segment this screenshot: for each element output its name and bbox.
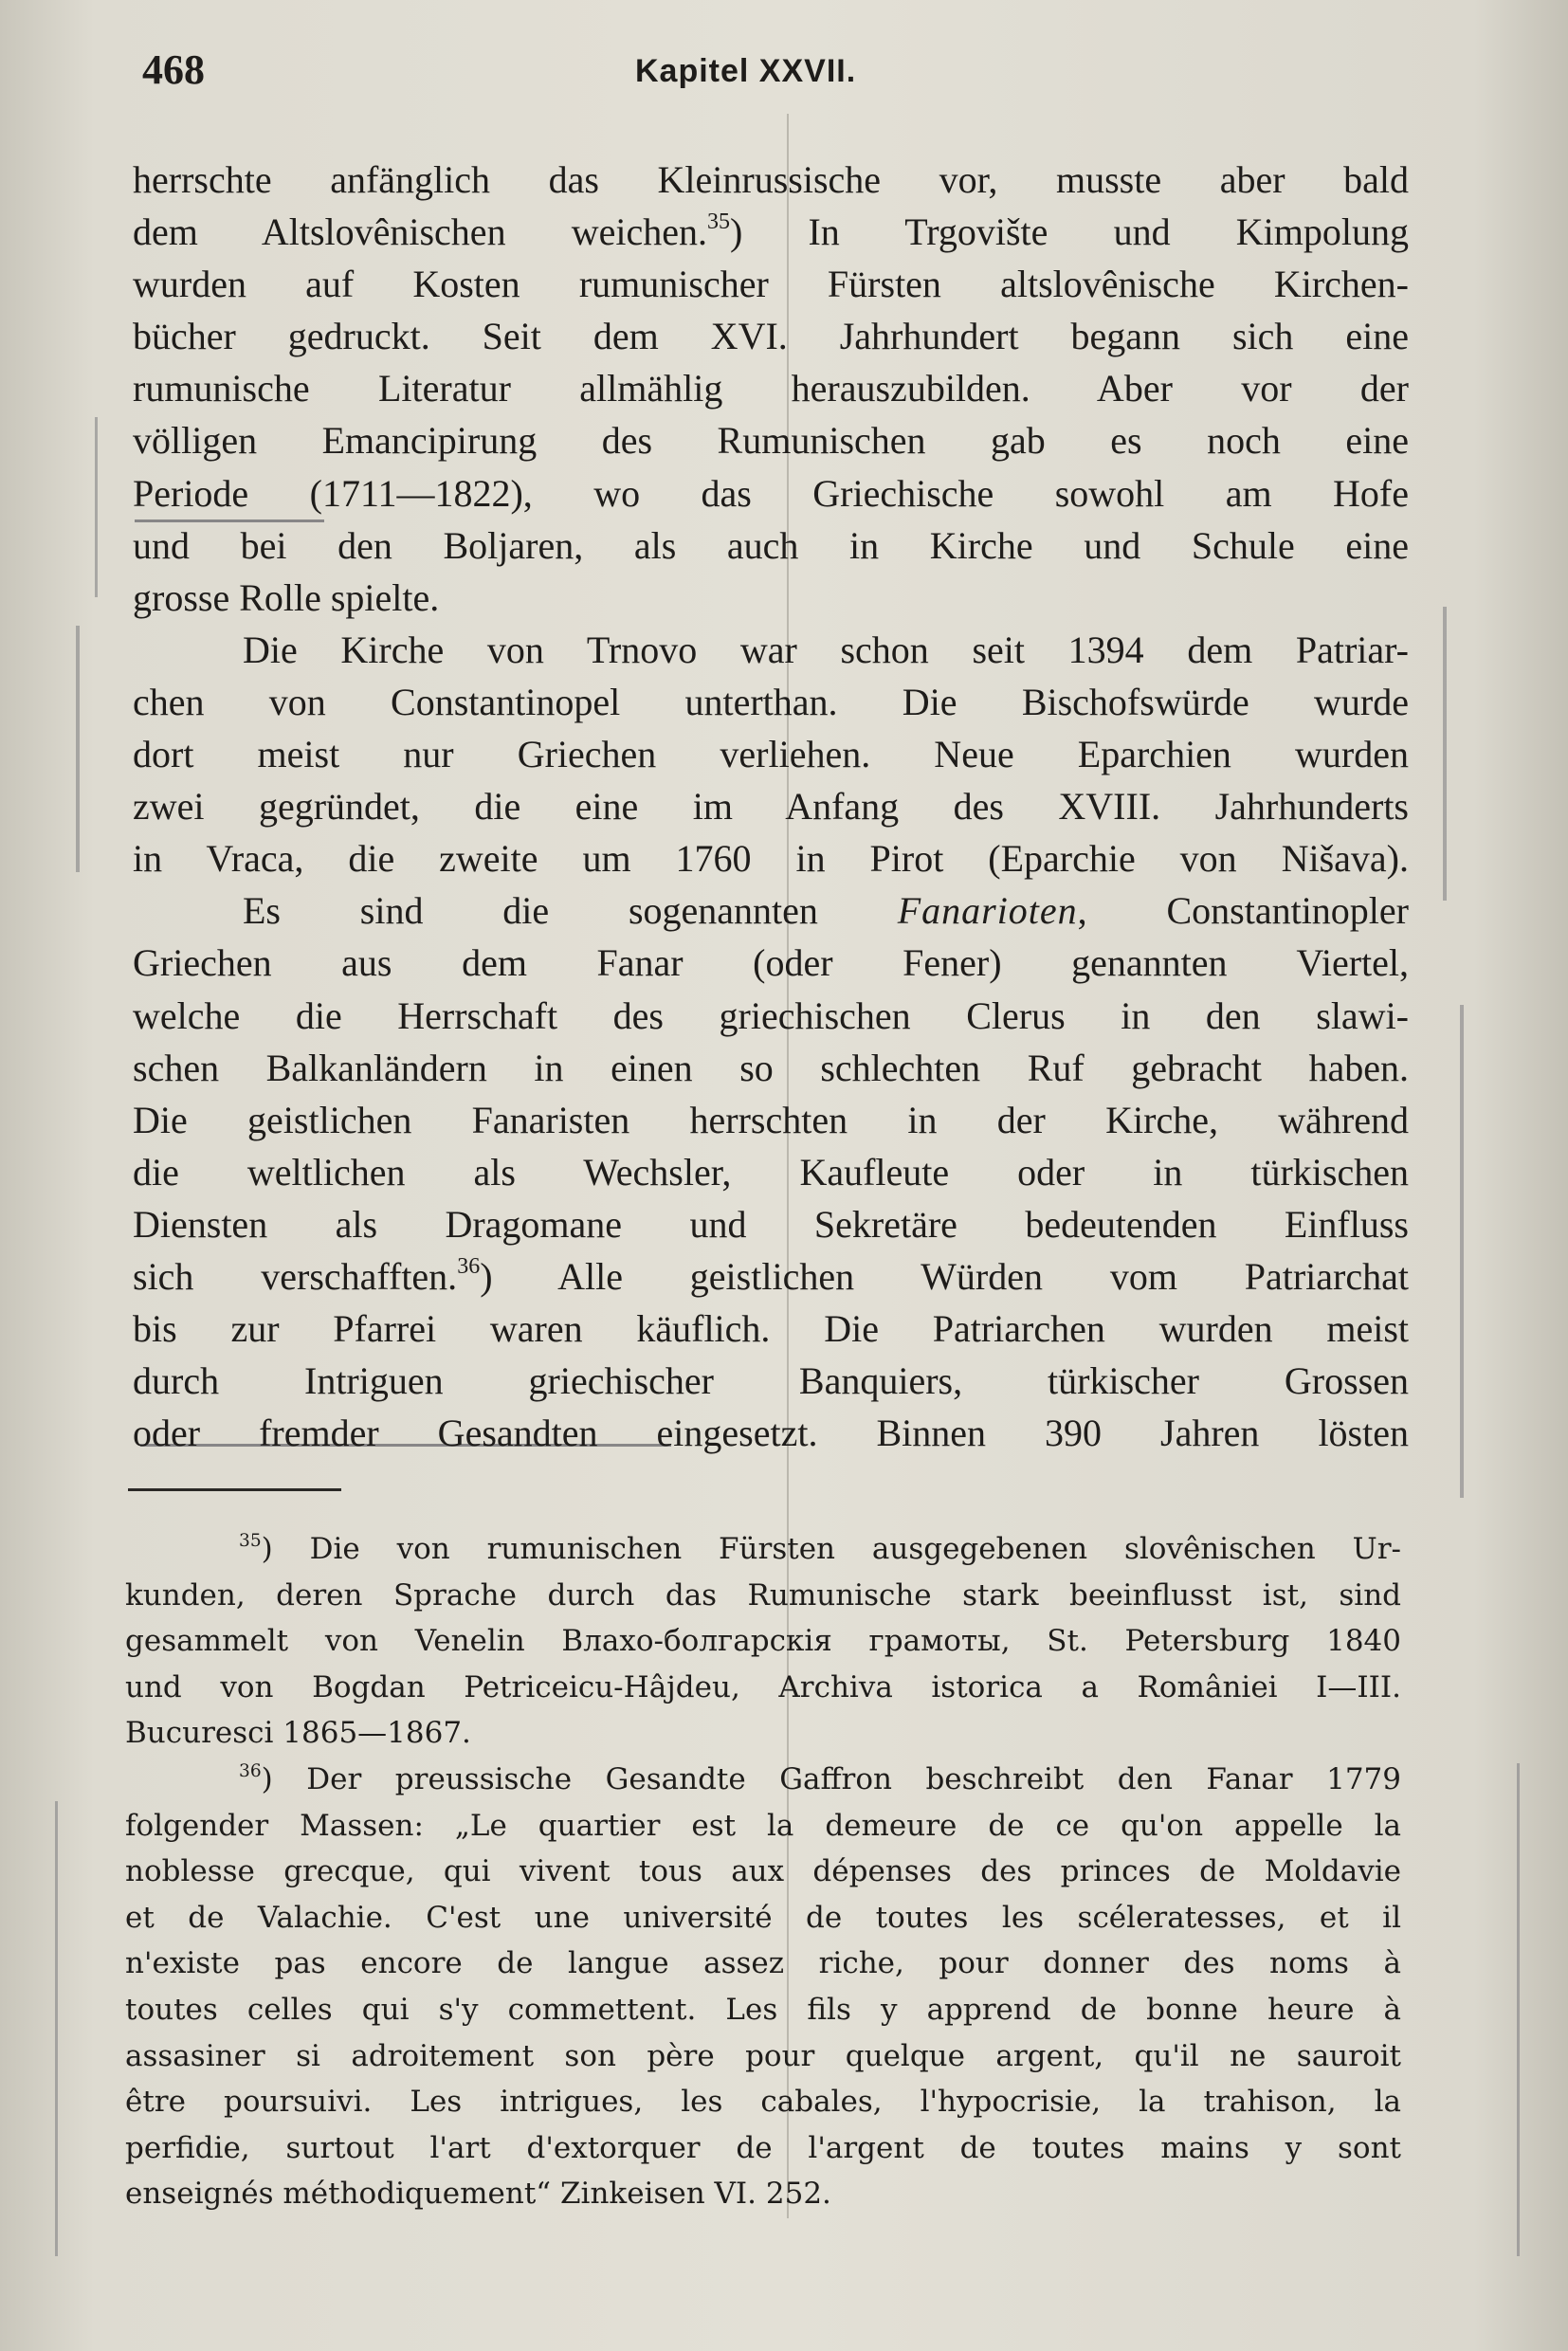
text-line: und bei den Boljaren, als auch in Kirche und Schule eine xyxy=(133,523,1409,567)
text-line: schen Balkanländern in einen so schlechten Ruf gebracht haben. xyxy=(133,1046,1409,1089)
emphasis-fanarioten: Fanarioten xyxy=(897,889,1078,933)
footnote-ref-36: 36 xyxy=(457,1254,481,1280)
footnote-line: et de Valachie. C'est une université de toutes les scéleratesses, et il xyxy=(125,1900,1401,1935)
text-line: die weltlichen als Wechsler, Kaufleute oder in türkischen xyxy=(133,1150,1409,1194)
footnote-line: folgender Massen: „Le quartier est la demeure de ce qu'on appelle la xyxy=(125,1808,1401,1843)
pencil-margin-mark xyxy=(1460,1005,1464,1498)
text-line: rumunische Literatur allmählig herauszubilden. Aber vor der xyxy=(133,367,1409,410)
footnote-line: gesammelt von Venelin Влахо-болгарскія грамоты, St. Petersburg 1840 xyxy=(125,1624,1401,1659)
text-line: Die Kirche von Trnovo war schon seit 1394 dem Patriar- xyxy=(243,628,1409,671)
text-line: in Vraca, die zweite um 1760 in Pirot (Eparchie von Nišava). xyxy=(133,837,1409,881)
text-line: durch Intriguen griechischer Banquiers, türkischer Grossen xyxy=(133,1359,1409,1403)
text-line: oder fremder Gesandten eingesetzt. Binnen 390 Jahren lösten xyxy=(133,1412,1409,1455)
pencil-margin-mark xyxy=(1443,607,1447,901)
text-line: bis zur Pfarrei waren käuflich. Die Patriarchen wurden meist xyxy=(133,1307,1409,1351)
footnote-line: perfidie, surtout l'art d'extorquer de l'argent de toutes mains y sont xyxy=(125,2130,1401,2165)
text-line: Die geistlichen Fanaristen herrschten in der Kirche, während xyxy=(133,1098,1409,1141)
text-line: herrschte anfänglich das Kleinrussische vor, musste aber bald xyxy=(133,158,1409,201)
text-segment: Es sind die sogenannten xyxy=(243,889,818,933)
footnote-divider xyxy=(128,1488,341,1491)
text-line: wurden auf Kosten rumunischer Fürsten altslovênische Kirchen- xyxy=(133,263,1409,306)
footnote-line: Bucuresci 1865—1867. xyxy=(125,1716,471,1751)
text-line: Griechen aus dem Fanar (oder Fener) genannten Viertel, xyxy=(133,941,1409,985)
footnote-line xyxy=(125,1526,1401,1573)
text-segment: ) Der preussische Gesandte Gaffron beschreibt den Fanar 1779 xyxy=(261,1761,1401,1796)
footnote-line: toutes celles qui s'y commettent. Les fils y apprend de bonne heure à xyxy=(125,1992,1401,2027)
text-line xyxy=(133,1250,1409,1303)
text-line: völligen Emancipirung des Rumunischen gab es noch eine xyxy=(133,419,1409,463)
text-line: welche die Herrschaft des griechischen Clerus in den slawi- xyxy=(133,993,1409,1037)
text-line: grosse Rolle spielte. xyxy=(133,575,440,619)
text-line: bücher gedruckt. Seit dem XVI. Jahrhundert begann sich eine xyxy=(133,315,1409,358)
footnote-mark-36: 36 xyxy=(239,1760,262,1781)
text-line: chen von Constantinopel unterthan. Die Bischofswürde wurde xyxy=(133,680,1409,723)
text-line: Periode (1711—1822), wo das Griechische sowohl am Hofe xyxy=(133,471,1409,515)
text-segment: ) Alle geistlichen Würden vom Patriarchat xyxy=(480,1254,1409,1298)
page-number: 468 xyxy=(142,46,205,93)
text-segment: dem Altslovênischen weichen. xyxy=(133,210,707,254)
footnote-line: noblesse grecque, qui vivent tous aux dépenses des princes de Moldavie xyxy=(125,1854,1401,1889)
pencil-margin-mark xyxy=(95,417,98,597)
footnote-line: n'existe pas encore de langue assez riche, pour donner des noms à xyxy=(125,1946,1401,1981)
text-segment: ) In Trgovište und Kimpolung xyxy=(730,210,1409,254)
text-line: Diensten als Dragomane und Sekretäre bedeutenden Einfluss xyxy=(133,1202,1409,1246)
text-segment: , Constantinopler xyxy=(1077,889,1409,933)
pencil-margin-mark xyxy=(1517,1763,1520,2256)
pencil-margin-mark xyxy=(55,1801,58,2256)
footnote-ref-35: 35 xyxy=(707,210,730,235)
footnote-line: kunden, deren Sprache durch das Rumunische stark beeinflusst ist, sind xyxy=(125,1577,1401,1613)
page-header xyxy=(142,46,1394,102)
text-line xyxy=(133,884,1409,937)
footnotes xyxy=(125,1526,1401,2217)
body-text xyxy=(133,154,1409,1459)
text-line xyxy=(133,206,1409,258)
footnote-line: assasiner si adroitement son père pour quelque argent, qu'il ne sauroit xyxy=(125,2038,1401,2073)
text-line: zwei gegründet, die eine im Anfang des XVIII. Jahrhunderts xyxy=(133,785,1409,829)
text-segment: sich verschafften. xyxy=(133,1254,458,1298)
footnote-line: und von Bogdan Petriceicu-Hâjdeu, Archiva istorica a României I—III. xyxy=(125,1669,1401,1704)
footnote-line: enseignés méthodiquement“ Zinkeisen VI. 252. xyxy=(125,2177,831,2212)
text-segment: ) Die von rumunischen Fürsten ausgegebenen slovênischen Ur- xyxy=(261,1532,1401,1566)
text-line: dort meist nur Griechen verliehen. Neue Eparchien wurden xyxy=(133,733,1409,776)
running-head: Kapitel XXVII. xyxy=(635,53,857,89)
pencil-margin-mark xyxy=(76,626,80,872)
footnote-line: être poursuivi. Les intrigues, les cabales, l'hypocrisie, la trahison, la xyxy=(125,2085,1401,2120)
footnote-mark-35: 35 xyxy=(239,1530,262,1551)
footnote-line xyxy=(125,1757,1401,1803)
